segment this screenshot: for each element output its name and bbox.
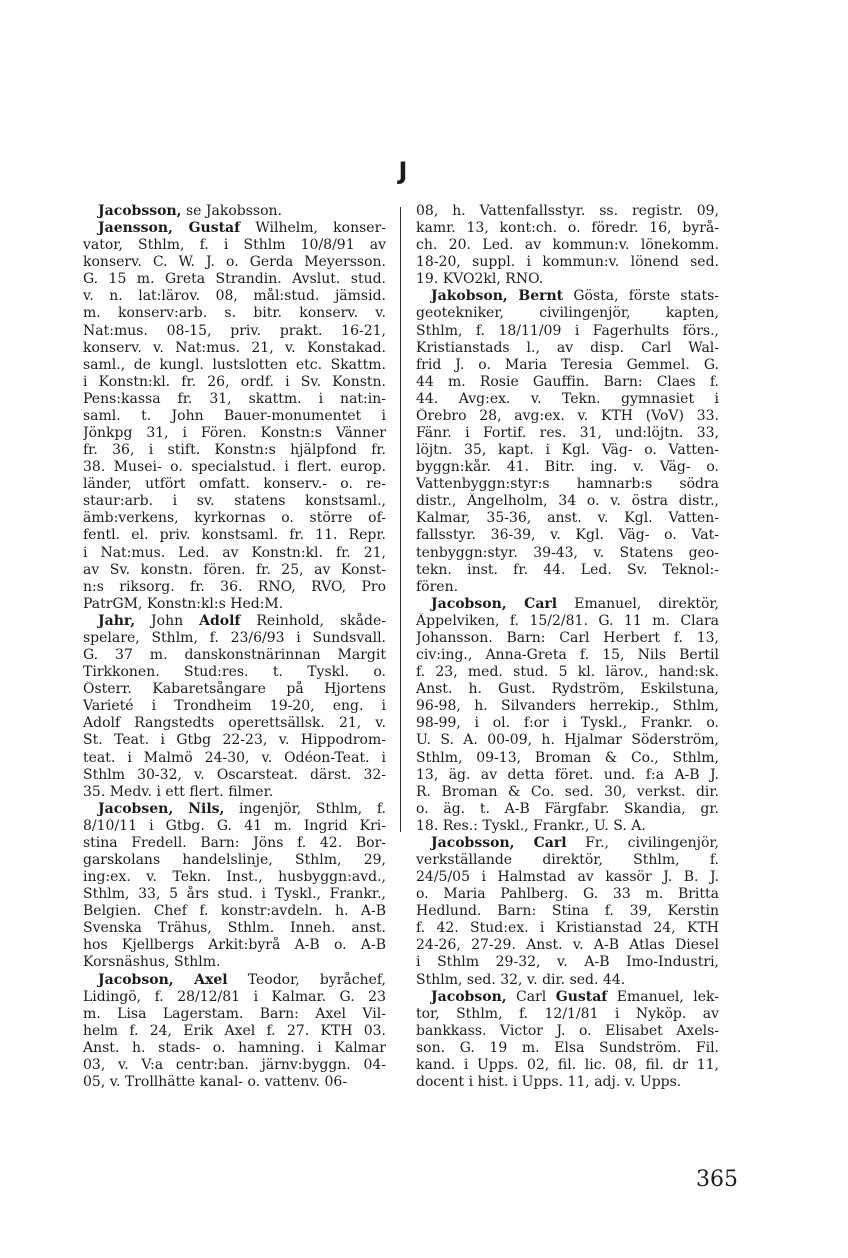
entry-text-line: [83, 305, 386, 322]
entry-heading-line: [416, 596, 719, 613]
entry-text: Adolf Rangstedts operettsällsk. 21, v.: [83, 715, 386, 732]
entry-text: teat. i Malmö 24-30, v. Odéon-Teat. i: [83, 749, 386, 766]
entry-text: 03, v. V:a centr:ban. järnv:byggn. 04-: [83, 1056, 386, 1073]
entry-text: 44. Avg:ex. v. Tekn. gymnasiet i: [416, 390, 719, 407]
entry-text: Örebro 28, avg:ex. v. KTH (VoV) 33.: [416, 407, 719, 424]
entry-text-line: [83, 254, 386, 271]
entry-heading-line: [83, 801, 386, 818]
entry-text-line: [416, 562, 719, 579]
entry-text: bankkass. Victor J. o. Elisabet Axels-: [416, 1022, 719, 1039]
entry-text-line: [416, 1040, 719, 1057]
entry-text-line: [83, 954, 386, 971]
entry-text: m. konserv:arb. s. bitr. konserv. v.: [83, 305, 386, 322]
entry-text-line: [83, 920, 386, 937]
entry-text: Emanuel, direktör,: [557, 595, 719, 612]
entry-name: Jacobson, Axel: [98, 971, 228, 988]
entry-text: Korsnäshus, Sthlm.: [83, 954, 221, 971]
entry-text-line: [416, 972, 719, 989]
entry-text-line: [416, 818, 719, 835]
entry-text: vator, Sthlm, f. i Sthlm 10/8/91 av: [83, 237, 386, 254]
entry-text-line: [416, 305, 719, 322]
entry-text-line: [83, 425, 386, 442]
entry-text: o. Maria Pahlberg. G. 33 m. Britta: [416, 886, 719, 903]
entry-text: son. G. 19 m. Elsa Sundström. Fil.: [416, 1039, 719, 1056]
entry-text: i Sthlm 29-32, v. A-B Imo-Industri,: [416, 954, 719, 971]
entry-text-line: [416, 237, 719, 254]
entry-text-line: [83, 459, 386, 476]
entry-name: Jacobsson,: [98, 203, 182, 219]
column-divider: [400, 207, 401, 832]
entry-text: Svenska Trähus, Sthlm. Inneh. anst.: [83, 920, 386, 937]
entry-text: geotekniker, civilingenjör, kapten,: [416, 305, 719, 322]
entry-text: 08, h. Vattenfallsstyr. ss. registr. 09,: [416, 203, 719, 219]
entry-heading-line: [83, 972, 386, 989]
entry-text: Jönkpg 31, i Fören. Konstn:s Vänner: [83, 425, 386, 442]
entry-text-line: [416, 903, 719, 920]
entry-text-line: [416, 1023, 719, 1040]
entry-text: 44 m. Rosie Gauffin. Barn: Claes f.: [416, 373, 719, 390]
entry-text-line: [83, 545, 386, 562]
entry-text: ing:ex. v. Tekn. Inst., husbyggn:avd.,: [83, 869, 386, 886]
entry-text: 24-26, 27-29. Anst. v. A-B Atlas Diesel: [416, 937, 719, 954]
entry-text-line: [83, 562, 386, 579]
entry-text-line: [83, 630, 386, 647]
entry-text: o. äg. t. A-B Färgfabr. Skandia, gr.: [416, 800, 719, 817]
entry-text-line: [83, 869, 386, 886]
entry-text-line: [83, 391, 386, 408]
entry-name: Jacobson, Carl: [431, 595, 558, 612]
entry-text: 05, v. Trollhätte kanal- o. vattenv. 06-: [83, 1073, 348, 1090]
entry-text-line: [416, 681, 719, 698]
entry-text-line: [83, 647, 386, 664]
entry-text: distr., Ängelholm, 34 o. v. östra distr.,: [416, 493, 719, 510]
entry-text: länder, utfört omfatt. konserv.- o. re-: [83, 476, 386, 493]
entry-text: Carl: [506, 988, 556, 1005]
entry-text: f. 23, med. stud. 5 kl. lärov., hand:sk.: [416, 664, 719, 681]
entry-text-line: [416, 801, 719, 818]
entry-text: St. Teat. i Gtbg 22-23, v. Hippodrom-: [83, 732, 386, 749]
entry-text-line: [416, 954, 719, 971]
entry-text: Gösta, förste stats-: [563, 288, 719, 305]
entry-heading-line: [416, 288, 719, 305]
entry-text-line: [416, 579, 719, 596]
entry-text-line: [416, 698, 719, 715]
entry-text: i Nat:mus. Led. av Konstn:kl. fr. 21,: [83, 544, 386, 561]
entry-text-line: [416, 647, 719, 664]
entry-text: Vattenbyggn:styr:s hamnarb:s södra: [416, 476, 719, 493]
entry-text: Lidingö, f. 28/12/81 i Kalmar. G. 23: [83, 988, 386, 1005]
entry-text: Wilhelm, konser-: [240, 220, 386, 237]
entry-text: Sthlm 30-32, v. Oscarsteat. därst. 32-: [83, 766, 386, 783]
entry-text-line: [83, 527, 386, 544]
entry-text-line: [83, 818, 386, 835]
entry-text-line: [83, 1040, 386, 1057]
entry-text: Kalmar, 35-36, anst. v. Kgl. Vatten-: [416, 510, 719, 527]
entry-text: 98-99, i ol. f:or i Tyskl., Frankr. o.: [416, 715, 719, 732]
entry-text: staur:arb. i sv. statens konstsaml.,: [83, 493, 386, 510]
entry-text: Fänr. i Fortif. res. 31, und:löjtn. 33,: [416, 425, 719, 442]
entry-text: frid J. o. Maria Teresia Gemmel. G.: [416, 356, 719, 373]
entry-text-line: [83, 476, 386, 493]
entry-text: v. n. lat:lärov. 08, mål:stud. jämsid.: [83, 288, 386, 305]
entry-text-line: [83, 596, 386, 613]
entry-text: Sthlm, 09-13, Broman & Co., Sthlm,: [416, 749, 719, 766]
entry-heading-line: [416, 835, 719, 852]
entry-text-line: [83, 1057, 386, 1074]
entry-text: löjtn. 35, kapt. i Kgl. Väg- o. Vatten-: [416, 442, 719, 459]
entry-text: R. Broman & Co. sed. 30, verkst. dir.: [416, 783, 719, 800]
entry-text: docent i hist. i Upps. 11, adj. v. Upps.: [416, 1073, 682, 1090]
entry-text: verkställande direktör, Sthlm, f.: [416, 851, 719, 868]
page-number: 365: [696, 1167, 738, 1192]
entry-text: Sthlm, 33, 5 års stud. i Tyskl., Frankr.,: [83, 886, 386, 903]
entry-text-line: [83, 1023, 386, 1040]
entry-text: n:s riksorg. fr. 36. RNO, RVO, Pro: [83, 578, 386, 595]
entry-text-line: [83, 937, 386, 954]
entry-text-line: [416, 459, 719, 476]
entry-text: 38. Musei- o. specialstud. i flert. europ.: [83, 459, 386, 476]
entry-text-line: [83, 664, 386, 681]
entry-text-line: [416, 767, 719, 784]
entry-text: PatrGM, Konstn:kl:s Hed:M.: [83, 595, 284, 612]
entry-text-line: [416, 374, 719, 391]
entry-text-line: [416, 220, 719, 237]
entry-name: Jahr,: [98, 612, 136, 629]
entry-text-line: [416, 391, 719, 408]
entry-heading-line: [83, 220, 386, 237]
entry-text: kand. i Upps. 02, fil. lic. 08, fil. dr 11,: [416, 1056, 719, 1073]
entry-text-line: [83, 886, 386, 903]
entry-text: Pens:kassa fr. 31, skattm. i nat:in-: [83, 390, 386, 407]
entry-text-line: [416, 510, 719, 527]
entry-name: Jacobsson, Carl: [431, 834, 567, 851]
entry-text: i Konstn:kl. fr. 26, ordf. i Sv. Konstn.: [83, 373, 386, 390]
entry-text: Kristianstads l., av disp. Carl Wal-: [416, 339, 719, 356]
entry-text-line: [416, 732, 719, 749]
entry-text: helm f. 24, Erik Axel f. 27. KTH 03.: [83, 1022, 386, 1039]
entry-text-line: [416, 852, 719, 869]
entry-text: fören.: [416, 578, 459, 595]
entry-text: Tirkkonen. Stud:res. t. Tyskl. o.: [83, 664, 386, 681]
entry-text: civ:ing., Anna-Greta f. 15, Nils Bertil: [416, 647, 719, 664]
entry-text: saml., de kungl. lustslotten etc. Skattm.: [83, 356, 386, 373]
entry-text-line: [83, 442, 386, 459]
entry-text-line: [83, 852, 386, 869]
entry-text: 18. Res.: Tyskl., Frankr., U. S. A.: [416, 817, 646, 834]
entry-text-line: [416, 271, 719, 288]
entry-text: ämb:verkens, kyrkornas o. större of-: [83, 510, 386, 527]
entry-text-line: [83, 750, 386, 767]
entry-text: 8/10/11 i Gtbg. G. 41 m. Ingrid Kri-: [83, 817, 386, 834]
entry-text: Varieté i Trondheim 19-20, eng. i: [83, 698, 386, 715]
entry-text: 96-98, h. Silvanders herrekip., Sthlm,: [416, 698, 719, 715]
entry-text: stina Fredell. Barn: Jöns f. 42. Bor-: [83, 834, 386, 851]
entry-text-line: [416, 323, 719, 340]
entry-text-line: [416, 613, 719, 630]
entry-text: garskolans handelslinje, Sthlm, 29,: [83, 851, 386, 868]
entry-text-line: [83, 715, 386, 732]
entry-text: Äppelviken, f. 15/2/81. G. 11 m. Clara: [416, 612, 719, 629]
entry-text-line: [83, 374, 386, 391]
entry-heading-line: [83, 613, 386, 630]
entry-heading-line: [83, 203, 386, 220]
entry-text-line: [416, 664, 719, 681]
entry-text: 35. Medv. i ett flert. filmer.: [83, 783, 274, 800]
section-letter: J: [398, 157, 408, 185]
entry-text: Sthlm, sed. 32, v. dir. sed. 44.: [416, 971, 626, 988]
entry-text: tenbyggn:styr. 39-43, v. Statens geo-: [416, 544, 719, 561]
entry-name: Gustaf: [555, 988, 608, 1005]
entry-text-line: [416, 527, 719, 544]
entry-text: Emanuel, lek-: [607, 988, 719, 1005]
entry-text: konserv. v. Nat:mus. 21, v. Konstakad.: [83, 339, 386, 356]
entry-text-line: [83, 681, 386, 698]
entry-text: Johansson. Barn: Carl Herbert f. 13,: [416, 629, 719, 646]
entry-text: 19. KVO2kl, RNO.: [416, 271, 544, 288]
entry-text-line: [83, 784, 386, 801]
entry-name: Jakobson, Bernt: [431, 288, 564, 305]
entry-text-line: [83, 493, 386, 510]
entry-text: f. 42. Stud:ex. i Kristianstad 24, KTH: [416, 920, 719, 937]
entry-text: 13, äg. av detta föret. und. f:a A-B J.: [416, 766, 719, 783]
entry-text-line: [83, 732, 386, 749]
entry-text: Sthlm, f. 18/11/09 i Fagerhults förs.,: [416, 322, 719, 339]
entry-text-line: [83, 1006, 386, 1023]
entry-text: saml. t. John Bauer-monumentet i: [83, 407, 386, 424]
entry-text: Belgien. Chef f. konstr:avdeln. h. A-B: [83, 903, 386, 920]
entry-text: fentl. el. priv. konstsaml. fr. 11. Repr.: [83, 527, 386, 544]
entry-text-line: [83, 408, 386, 425]
entry-text: se Jakobsson.: [181, 203, 282, 219]
entry-text-line: [416, 1006, 719, 1023]
entry-text: Nat:mus. 08-15, priv. prakt. 16-21,: [83, 322, 386, 339]
entry-text: tor, Sthlm, f. 12/1/81 i Nyköp. av: [416, 1005, 719, 1022]
entry-text-line: [83, 288, 386, 305]
entry-text-line: [416, 1057, 719, 1074]
entry-text-line: [416, 545, 719, 562]
entry-text: hos Kjellbergs Arkit:byrå A-B o. A-B: [83, 937, 386, 954]
entry-heading-line: [416, 989, 719, 1006]
entry-text: 18-20, suppl. i kommun:v. lönend sed.: [416, 254, 719, 271]
entry-name: Adolf: [199, 612, 241, 629]
entry-text: m. Lisa Lagerstam. Barn: Axel Vil-: [83, 1005, 386, 1022]
entry-text: Österr. Kabaretsångare på Hjortens: [83, 681, 386, 698]
entry-name: Jacobson,: [431, 988, 507, 1005]
entry-text: Anst. h. Gust. Rydström, Eskilstuna,: [416, 681, 719, 698]
entry-text: Teodor, byråchef,: [227, 971, 386, 988]
entry-text: G. 15 m. Greta Strandin. Avslut. stud.: [83, 271, 386, 288]
entry-text-line: [83, 989, 386, 1006]
entry-text-line: [416, 254, 719, 271]
entry-text-line: [416, 408, 719, 425]
entry-text: 24/5/05 i Halmstad av kassör J. B. J.: [416, 869, 719, 886]
entry-text-line: [83, 237, 386, 254]
entry-text-line: [83, 271, 386, 288]
entry-text-line: [416, 750, 719, 767]
entry-text-line: [83, 903, 386, 920]
entry-text: spelare, Sthlm, f. 23/6/93 i Sundsvall.: [83, 629, 386, 646]
entry-text: ch. 20. Led. av kommun:v. lönekomm.: [416, 237, 719, 254]
entry-text-line: [416, 869, 719, 886]
entry-text-line: [83, 323, 386, 340]
entry-text-line: [83, 698, 386, 715]
entry-name: Jacobsen, Nils,: [98, 800, 225, 817]
entry-text: Anst. h. stads- o. hamning. i Kalmar: [83, 1039, 386, 1056]
entry-text-line: [416, 203, 719, 220]
column-right: [416, 203, 719, 1091]
entry-text: av Sv. konstn. fören. fr. 25, av Konst-: [83, 561, 386, 578]
entry-text-line: [83, 357, 386, 374]
entry-text-line: [416, 476, 719, 493]
entry-text: kamr. 13, kont:ch. o. föredr. 16, byrå-: [416, 220, 719, 237]
entry-text: U. S. A. 00-09, h. Hjalmar Söderström,: [416, 732, 719, 749]
column-left: [83, 203, 386, 1091]
entry-text-line: [83, 579, 386, 596]
entry-text-line: [416, 357, 719, 374]
entry-text: G. 37 m. danskonstnärinnan Margit: [83, 647, 386, 664]
entry-text: John: [135, 612, 200, 629]
entry-text-line: [416, 937, 719, 954]
entry-text-line: [416, 493, 719, 510]
entry-text: tekn. inst. fr. 44. Led. Sv. Teknol:-: [416, 561, 719, 578]
entry-text: Fr., civilingenjör,: [566, 834, 719, 851]
entry-text: ingenjör, Sthlm, f.: [224, 800, 386, 817]
entry-text: konserv. C. W. J. o. Gerda Meyersson.: [83, 254, 386, 271]
entry-text: Reinhold, skåde-: [240, 612, 386, 629]
entry-text-line: [416, 715, 719, 732]
entry-text-line: [416, 886, 719, 903]
entry-text-line: [416, 784, 719, 801]
entry-text: fr. 36, i stift. Konstn:s hjälpfond fr.: [83, 442, 386, 459]
entry-text: fallsstyr. 36-39, v. Kgl. Väg- o. Vat-: [416, 527, 719, 544]
entry-text-line: [83, 510, 386, 527]
entry-name: Jaensson, Gustaf: [98, 220, 241, 237]
entry-text-line: [416, 340, 719, 357]
entry-text-line: [83, 835, 386, 852]
entry-text: Hedlund. Barn: Stina f. 39, Kerstin: [416, 903, 719, 920]
entry-text-line: [83, 767, 386, 784]
entry-text-line: [416, 630, 719, 647]
entry-text-line: [416, 1074, 719, 1091]
entry-text-line: [83, 340, 386, 357]
entry-text-line: [83, 1074, 386, 1091]
entry-text-line: [416, 425, 719, 442]
entry-text: byggn:kår. 41. Bitr. ing. v. Väg- o.: [416, 459, 719, 476]
entry-text-line: [416, 442, 719, 459]
entry-text-line: [416, 920, 719, 937]
